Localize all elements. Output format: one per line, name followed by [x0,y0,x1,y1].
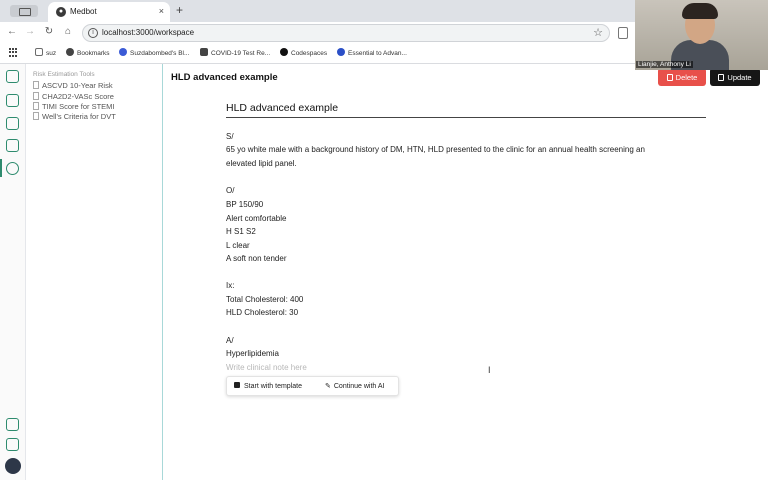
document-icon [33,81,39,89]
tab-close-icon[interactable]: × [158,6,164,16]
note-line[interactable]: Ix: [226,281,235,290]
forward-arrow-icon[interactable]: → [25,26,35,37]
note-line[interactable]: BP 150/90 [226,200,264,209]
home-icon[interactable]: ⌂ [64,26,72,37]
chat-icon[interactable] [6,94,19,107]
start-with-template-button[interactable]: Start with template [234,382,302,390]
clipboard-icon[interactable] [6,70,19,83]
continue-with-ai-button[interactable]: ✎ Continue with AI [325,383,385,390]
workspace [163,64,768,480]
note-line[interactable]: H S1 S2 [226,227,256,236]
text-cursor-icon: I [488,365,491,375]
new-tab-button[interactable]: + [176,3,184,17]
document-icon [33,102,39,110]
note-line[interactable]: elevated lipid panel. [226,159,297,168]
participant-name: Lianjie, Anthony Li [638,61,691,68]
medbot-favicon-icon: ● [56,7,66,17]
avatar[interactable] [5,458,21,474]
participant-hair [682,3,718,19]
bookmark-item[interactable]: Codespaces [280,48,327,57]
site-info-icon[interactable]: i [88,28,98,38]
save-icon [718,74,724,81]
document-icon [200,48,208,56]
address-bar[interactable] [82,24,610,42]
page-title: HLD advanced example [171,72,278,83]
editor-suggestion-menu [226,376,399,396]
folder-icon [35,48,43,56]
icon-rail [0,64,26,480]
reload-icon[interactable]: ↻ [44,26,54,37]
active-indicator [0,159,2,177]
course-icon [337,48,345,56]
delete-button[interactable]: Delete [658,68,706,86]
note-line[interactable]: L clear [226,241,250,250]
back-arrow-icon[interactable]: ← [7,26,17,37]
template-icon [234,382,240,388]
note-title[interactable]: HLD advanced example [226,102,706,118]
bookmark-item[interactable]: Suzdabombed's Bl... [119,48,189,57]
risk-tools-panel [26,64,163,480]
home-icon[interactable] [6,418,19,431]
video-call-overlay[interactable] [635,0,768,70]
risk-tools-icon[interactable] [6,162,19,175]
apps-grid-icon[interactable] [9,48,18,57]
note-line[interactable]: O/ [226,186,235,195]
sidebar-item-timi[interactable]: TIMI Score for STEMI [33,102,115,111]
bookmark-item[interactable]: Essential to Advan... [337,48,407,57]
note-line[interactable]: HLD Cholesterol: 30 [226,308,299,317]
bookmark-item[interactable]: suz [35,48,56,57]
tab-sidebar-button[interactable] [10,5,38,17]
note-placeholder[interactable]: Write clinical note here [226,363,307,372]
address-url[interactable]: localhost:3000/workspace [102,28,195,37]
note-line[interactable]: Alert comfortable [226,214,287,223]
sidebar-item-cha2d2-vasc[interactable]: CHA2D2-VASc Score [33,92,114,101]
browser-tab[interactable] [48,2,170,22]
note-line[interactable]: S/ [226,132,234,141]
scan-icon[interactable] [6,117,19,130]
blog-icon [119,48,127,56]
note-line[interactable]: A soft non tender [226,254,287,263]
sidebar-item-ascvd[interactable]: ASCVD 10-Year Risk [33,81,113,90]
logout-icon[interactable] [6,438,19,451]
note-line[interactable]: A/ [226,336,234,345]
update-button[interactable]: Update [710,68,760,86]
document-icon [33,92,39,100]
document-icon [33,112,39,120]
note-line[interactable]: Hyperlipidemia [226,349,279,358]
trash-icon [667,74,673,81]
bookmark-star-icon[interactable]: ☆ [593,27,603,39]
bookmark-item[interactable]: Bookmarks [66,48,110,57]
bookmark-item[interactable]: COVID-19 Test Re... [200,48,270,57]
panel-heading: Risk Estimation Tools [33,71,95,78]
extension-icon[interactable] [618,27,628,39]
medbot-app [0,64,768,480]
sidebar-item-wells[interactable]: Well's Criteria for DVT [33,112,116,121]
books-icon[interactable] [6,139,19,152]
tab-title: Medbot [70,7,97,16]
note-line[interactable]: 65 yo white male with a background history of DM, HTN, HLD presented to the clinic for an annual health screening an [226,145,645,154]
github-icon [280,48,288,56]
note-line[interactable]: Total Cholesterol: 400 [226,295,304,304]
magic-wand-icon: ✎ [325,383,331,390]
star-icon [66,48,74,56]
